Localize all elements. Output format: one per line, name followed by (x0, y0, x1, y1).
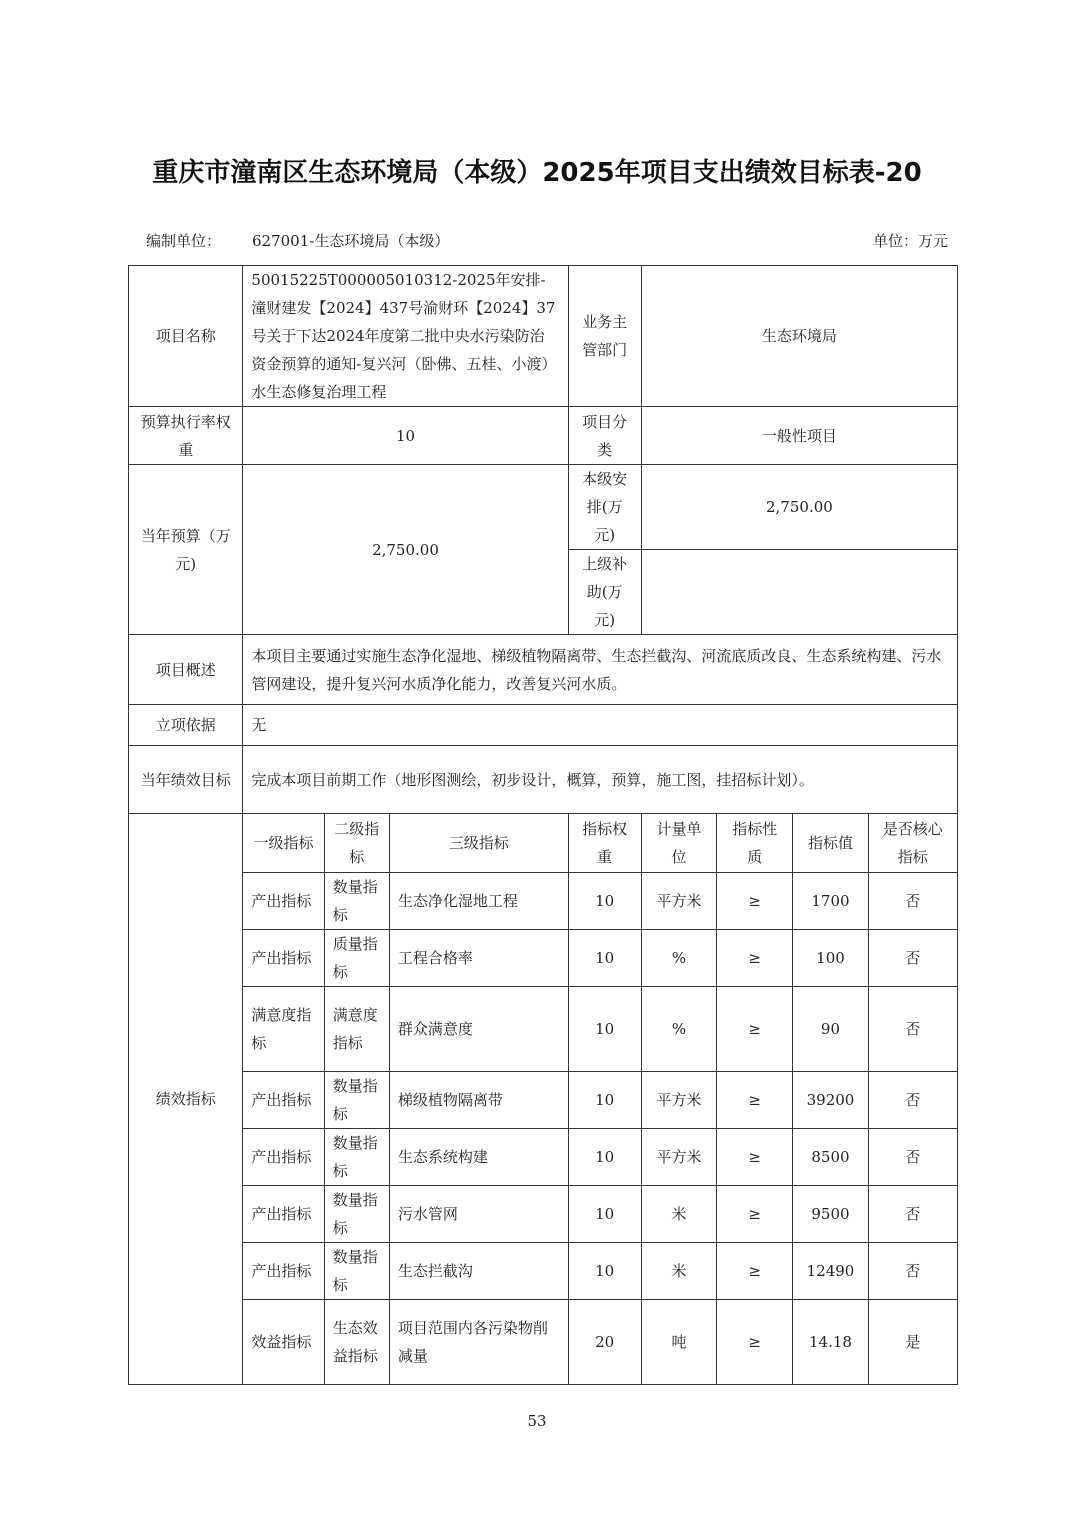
cell-level2: 质量指标 (324, 930, 389, 987)
header-core: 是否核心指标 (868, 814, 957, 873)
project-name-row (129, 266, 958, 407)
department-value: 生态环境局 (641, 266, 957, 407)
department-label: 业务主管部门 (568, 266, 641, 407)
cell-level1: 产出指标 (243, 930, 324, 987)
cell-level3: 梯级植物隔离带 (389, 1072, 568, 1129)
cell-unit: % (641, 930, 716, 987)
header-unit: 计量单位 (641, 814, 716, 873)
cell-value: 100 (793, 930, 868, 987)
cell-nature: ≥ (717, 1243, 793, 1300)
table-row (129, 1243, 958, 1300)
execution-rate-label: 预算执行率权重 (129, 407, 243, 465)
cell-weight: 10 (568, 1186, 641, 1243)
cell-value: 90 (793, 987, 868, 1072)
header-level3: 三级指标 (389, 814, 568, 873)
cell-weight: 20 (568, 1300, 641, 1385)
compiling-unit-label: 编制单位： (146, 232, 222, 250)
cell-unit: 平方米 (641, 1072, 716, 1129)
compiling-unit-value: 627001-生态环境局（本级） (252, 232, 450, 250)
cell-level1: 产出指标 (243, 873, 324, 930)
cell-nature: ≥ (717, 1186, 793, 1243)
cell-level2: 数量指标 (324, 873, 389, 930)
cell-core: 否 (868, 987, 957, 1072)
annual-budget-label: 当年预算（万元) (129, 465, 243, 635)
cell-weight: 10 (568, 1129, 641, 1186)
compiling-unit (146, 230, 449, 251)
table-row (129, 1186, 958, 1243)
header-value: 指标值 (793, 814, 868, 873)
cell-nature: ≥ (717, 987, 793, 1072)
cell-weight: 10 (568, 1072, 641, 1129)
cell-level1: 产出指标 (243, 1186, 324, 1243)
cell-unit: % (641, 987, 716, 1072)
annual-goal-value: 完成本项目前期工作（地形图测绘，初步设计，概算，预算，施工图，挂招标计划）。 (243, 746, 958, 814)
cell-level2: 数量指标 (324, 1243, 389, 1300)
currency-unit: 单位：万元 (872, 232, 948, 250)
cell-core: 否 (868, 873, 957, 930)
upper-subsidy-value (641, 550, 957, 635)
cell-level3: 生态拦截沟 (389, 1243, 568, 1300)
overview-row (129, 635, 958, 705)
cell-level2: 数量指标 (324, 1129, 389, 1186)
annual-budget-value: 2,750.00 (243, 465, 568, 635)
local-arrangement-value: 2,750.00 (641, 465, 957, 550)
overview-value: 本项目主要通过实施生态净化湿地、梯级植物隔离带、生态拦截沟、河流底质改良、生态系统构建、污水管网建设，提升复兴河水质净化能力，改善复兴河水质。 (243, 635, 958, 705)
cell-core: 否 (868, 1072, 957, 1129)
cell-unit: 米 (641, 1186, 716, 1243)
cell-nature: ≥ (717, 1129, 793, 1186)
cell-level3: 工程合格率 (389, 930, 568, 987)
table-row (129, 1129, 958, 1186)
budget-row (129, 465, 958, 550)
cell-level1: 产出指标 (243, 1129, 324, 1186)
cell-core: 否 (868, 1186, 957, 1243)
cell-weight: 10 (568, 873, 641, 930)
cell-unit: 米 (641, 1243, 716, 1300)
execution-rate-row (129, 407, 958, 465)
cell-level1: 产出指标 (243, 1243, 324, 1300)
indicator-header-row (129, 814, 958, 873)
cell-level2: 数量指标 (324, 1186, 389, 1243)
cell-value: 14.18 (793, 1300, 868, 1385)
basis-row (129, 705, 958, 746)
indicators-section-label: 绩效指标 (129, 814, 243, 1385)
project-category-label: 项目分类 (568, 407, 641, 465)
header-level2: 二级指标 (324, 814, 389, 873)
cell-weight: 10 (568, 987, 641, 1072)
cell-weight: 10 (568, 930, 641, 987)
cell-nature: ≥ (717, 1072, 793, 1129)
cell-level3: 污水管网 (389, 1186, 568, 1243)
cell-level3: 群众满意度 (389, 987, 568, 1072)
cell-unit: 吨 (641, 1300, 716, 1385)
project-category-value: 一般性项目 (641, 407, 957, 465)
cell-level3: 项目范围内各污染物削减量 (389, 1300, 568, 1385)
cell-value: 39200 (793, 1072, 868, 1129)
annual-goal-row (129, 746, 958, 814)
header-level1: 一级指标 (243, 814, 324, 873)
cell-level3: 生态系统构建 (389, 1129, 568, 1186)
table-row (129, 930, 958, 987)
table-row (129, 873, 958, 930)
cell-core: 否 (868, 1243, 957, 1300)
header-nature: 指标性质 (717, 814, 793, 873)
cell-core: 否 (868, 930, 957, 987)
overview-label: 项目概述 (129, 635, 243, 705)
basis-value: 无 (243, 705, 958, 746)
basis-label: 立项依据 (129, 705, 243, 746)
cell-nature: ≥ (717, 930, 793, 987)
cell-level2: 满意度指标 (324, 987, 389, 1072)
project-name-label: 项目名称 (129, 266, 243, 407)
cell-nature: ≥ (717, 873, 793, 930)
page-title: 重庆市潼南区生态环境局（本级）2025年项目支出绩效目标表-20 (152, 158, 922, 188)
execution-rate-value: 10 (243, 407, 568, 465)
cell-core: 否 (868, 1129, 957, 1186)
cell-value: 8500 (793, 1129, 868, 1186)
cell-value: 12490 (793, 1243, 868, 1300)
performance-table (128, 265, 958, 1385)
cell-nature: ≥ (717, 1300, 793, 1385)
cell-value: 1700 (793, 873, 868, 930)
table-row (129, 987, 958, 1072)
upper-subsidy-label: 上级补助(万元) (568, 550, 641, 635)
local-arrangement-label: 本级安排(万元) (568, 465, 641, 550)
cell-value: 9500 (793, 1186, 868, 1243)
table-row (129, 1072, 958, 1129)
cell-level2: 生态效益指标 (324, 1300, 389, 1385)
header-weight: 指标权重 (568, 814, 641, 873)
cell-level1: 产出指标 (243, 1072, 324, 1129)
cell-weight: 10 (568, 1243, 641, 1300)
cell-level2: 数量指标 (324, 1072, 389, 1129)
cell-level1: 效益指标 (243, 1300, 324, 1385)
cell-unit: 平方米 (641, 873, 716, 930)
project-name-value: 50015225T000005010312-2025年安排-潼财建发【2024】437号渝财环【2024】37号关于下达2024年度第二批中央水污染防治资金预算的通知-复兴河（卧佛、五桂、小渡）水生态修复治理工程 (243, 266, 568, 407)
cell-core: 是 (868, 1300, 957, 1385)
cell-unit: 平方米 (641, 1129, 716, 1186)
cell-level1: 满意度指标 (243, 987, 324, 1072)
table-row (129, 1300, 958, 1385)
page-number: 53 (527, 1412, 547, 1430)
cell-level3: 生态净化湿地工程 (389, 873, 568, 930)
annual-goal-label: 当年绩效目标 (129, 746, 243, 814)
